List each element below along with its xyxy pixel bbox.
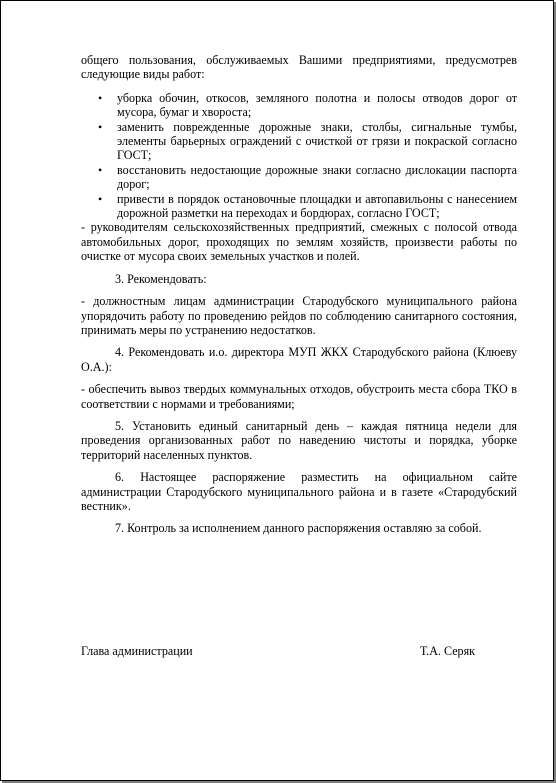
list-item: • уборка обочин, откосов, земляного полотна и полосы отводов дорог от мусора, бумаг и хвороста; — [117, 91, 517, 120]
section-5-paragraph: 5. Установить единый санитарный день – каждая пятница недели для проведения организованных работ по наведению чистоты и порядка, уборке территорий населенных пунктов. — [81, 418, 517, 462]
section-4-text: - обеспечить вывоз твердых коммунальных отходов, обустроить места сбора ТКО в соответствии с нормами и требованиями; — [81, 382, 517, 411]
list-item: • восстановить недостающие дорожные знаки согласно дислокации паспорта дорог; — [117, 163, 517, 192]
section-3-text: - должностным лицам администрации Стародубского муниципального района упорядочить работу по проведению рейдов по соблюдению санитарного состояния, принимать меры по устранению недостатков. — [81, 294, 517, 337]
farm-paragraph: - руководителям сельскохозяйственных предприятий, смежных с полосой отвода автомобильных дорог, проходящих по землям хозяйств, произвести работы по очистке от мусора своих земельных участков и полей. — [81, 220, 517, 264]
work-list — [81, 91, 517, 221]
list-item: • заменить поврежденные дорожные знаки, столбы, сигнальные тумбы, элементы барьерных ограждений с очисткой от грязи и покраской согласно ГОСТ; — [117, 120, 517, 163]
list-item: • привести в порядок остановочные площадки и автопавильоны с нанесением дорожной разметки на переходах и бордюрах, согласно ГОСТ; — [117, 192, 517, 221]
section-3-heading: 3. Рекомендовать: — [115, 271, 207, 286]
section-4-heading: 4. Рекомендовать и.о. директора МУП ЖКХ Стародубского района (Клюеву О.А.): — [81, 345, 517, 374]
signer-name: Т.А. Серяк — [420, 644, 476, 658]
section-7-paragraph: 7. Контроль за исполнением данного распоряжения оставляю за собой. — [115, 521, 482, 536]
signer-position: Глава администрации — [81, 644, 193, 658]
intro-paragraph: общего пользования, обслуживаемых Вашими предприятиями, предусмотрев следующие виды работ: — [81, 53, 517, 82]
signature-block — [81, 644, 481, 658]
section-6-paragraph: 6. Настоящее распоряжение разместить на официальном сайте администрации Стародубского муниципального района и в газете «Стародубский вестник». — [81, 470, 517, 513]
document-body — [81, 53, 517, 536]
